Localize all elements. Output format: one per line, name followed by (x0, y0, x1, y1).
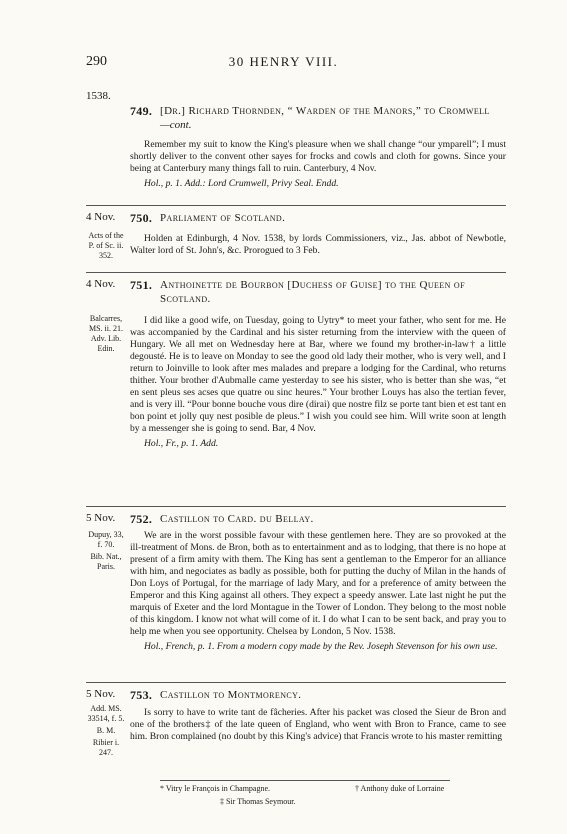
entry-number: 750. (130, 211, 153, 225)
note-text: Hol., Fr., p. 1. Add. (144, 438, 219, 449)
entry-title (86, 211, 506, 225)
entry-body (130, 530, 506, 638)
entry-751 (86, 278, 506, 450)
entry-752 (86, 512, 506, 653)
footnote-3: ‡ Sir Thomas Seymour. (220, 797, 296, 806)
entry-body (130, 707, 506, 743)
entry-number: 749. (130, 104, 153, 118)
source-reference-3: Ribier i. 247. (92, 738, 120, 757)
divider (86, 272, 506, 273)
footnote-rule (160, 780, 450, 781)
entry-body (130, 139, 506, 175)
entry-heading-cont: —cont. (160, 119, 192, 131)
entry-heading: [Dr.] Richard Thornden, “ Warden of the Manors,” to Cromwell (160, 105, 490, 117)
entry-date: 4 Nov. (86, 211, 116, 223)
entry-note (130, 178, 506, 190)
source-reference-2: B. M. (96, 726, 116, 735)
year-heading: 1538. (86, 90, 111, 102)
entry-750 (86, 211, 506, 260)
divider (86, 205, 506, 206)
divider (86, 682, 506, 683)
running-head: 30 HENRY VIII. (228, 54, 339, 69)
entry-text: Holden at Edinburgh, 4 Nov. 1538, by lords Commissioners, viz., Jas. abbot of Newbotle, Walter lord of St. John's, &c. Prorogued to 3 Feb. (130, 233, 506, 256)
entry-title (86, 104, 506, 132)
entry-heading: Anthoinette de Bourbon [Duchess of Guise] to the Queen of Scotland. (160, 279, 465, 305)
footnote-2: † Anthony duke of Lorraine (355, 784, 445, 793)
entry-date: 5 Nov. (86, 512, 116, 524)
entry-date: 5 Nov. (86, 688, 116, 700)
entry-text: We are in the worst possible favour with these gentlemen here. They are so provoked at the ill-treatment of Mons. de Bron, both as to entertainment and as to lodging, that there is no hope at present of a firm amity with them. The King has sent a gentleman to the Emperor for an alliance with him, and negociates as badly as possible, both for putting the duchy of Milan in the hands of Don Loys of Portugal, for the marriage of lady Mary, and for a preference of amity between the Emperor and this King against all others. They expect a speedy answer. Late last night he put the marquis of Exeter and the lord Montague in the Tower of London. They belong to the most noble of this kingdom. I know not what will come of it. I do what I can to be sent back, and pray you to help me when you see opportunity. Chelsea by London, 5 Nov. 1538. (130, 530, 506, 637)
page-header (0, 50, 567, 72)
entry-753 (86, 688, 506, 757)
entry-heading: Parliament of Scotland. (160, 212, 286, 224)
source-reference: Dupuy, 33, f. 70. (88, 530, 124, 549)
entry-number: 752. (130, 512, 153, 526)
entry-body (130, 233, 506, 257)
entry-note (130, 641, 506, 653)
entry-date: 4 Nov. (86, 278, 116, 290)
entry-text: I did like a good wife, on Tuesday, going to Uytry* to meet your father, who sent for me. He was accompanied by the Cardinal and his sister returning from the interview with the queen of Hungary. We all met on Wednesday here at Bar, where we found my brother-in-law† a little degousté. He is to leave on Monday to see the good old lady their mother, who is very well, and I return to Joinville to look after mes malades and prepare a lodging for the Cardinal, who returns thither. Your brother d'Aubmalle came yesterday to see his sister, who is better than she was, “et en sent pleus ses acses que quatre ou sinc heures.” Your brother Louys has also the tertian fever, and is very ill. “Pour bonne bouche vous dire (dirai) que nostre filz se porte tant bien et est tant en bon point et jolly quy nest posible de pleus.” I wish you could see him. Will write soon at length by a messenger she is going to send. Bar, 4 Nov. (130, 315, 506, 434)
source-reference: Acts of the P. of Sc. ii. 352. (88, 231, 124, 260)
entry-title (86, 512, 506, 526)
entry-number: 753. (130, 688, 153, 702)
entry-heading: Castillon to Card. du Bellay. (160, 513, 314, 525)
source-reference: Add. MS. 33514, f. 5. (87, 704, 125, 723)
source-reference: Balcarres, MS. ii. 21. Adv. Lib. Edin. (88, 314, 123, 353)
note-text: Hol., French, p. 1. From a modern copy made by the Rev. Joseph Stevenson for his own use. (144, 641, 498, 652)
entry-title (86, 278, 506, 306)
note-text: Hol., p. 1. Add.: Lord Crumwell, Privy Seal. Endd. (144, 178, 339, 189)
entry-text: Remember my suit to know the King's pleasure when we shall change “our ymparell”; I must shortly deliver to the convent other sayes for frocks and cowls and cloth for gowns. Since your being at Canterbury many things fall to ruin. Canterbury, 4 Nov. (130, 139, 506, 174)
entry-text: Is sorry to have to write tant de fâcheries. After his packet was closed the Sieur de Bron and one of the brothers‡ of the late queen of England, who went with Bron to France, came to see him. Bron complained (no doubt by this King's advice) that Francis wrote to his master remitting (130, 707, 506, 742)
entry-heading: Castillon to Montmorency. (160, 689, 302, 701)
footnote-1: * Vitry le François in Champagne. (160, 784, 271, 793)
source-reference-2: Bib. Nat., Paris. (90, 552, 122, 571)
divider (86, 506, 506, 507)
entry-number: 751. (130, 278, 153, 292)
entry-title (86, 688, 506, 702)
entry-body (130, 315, 506, 435)
entry-note (130, 438, 506, 450)
entry-749 (86, 104, 506, 190)
page-number: 290 (86, 54, 107, 69)
